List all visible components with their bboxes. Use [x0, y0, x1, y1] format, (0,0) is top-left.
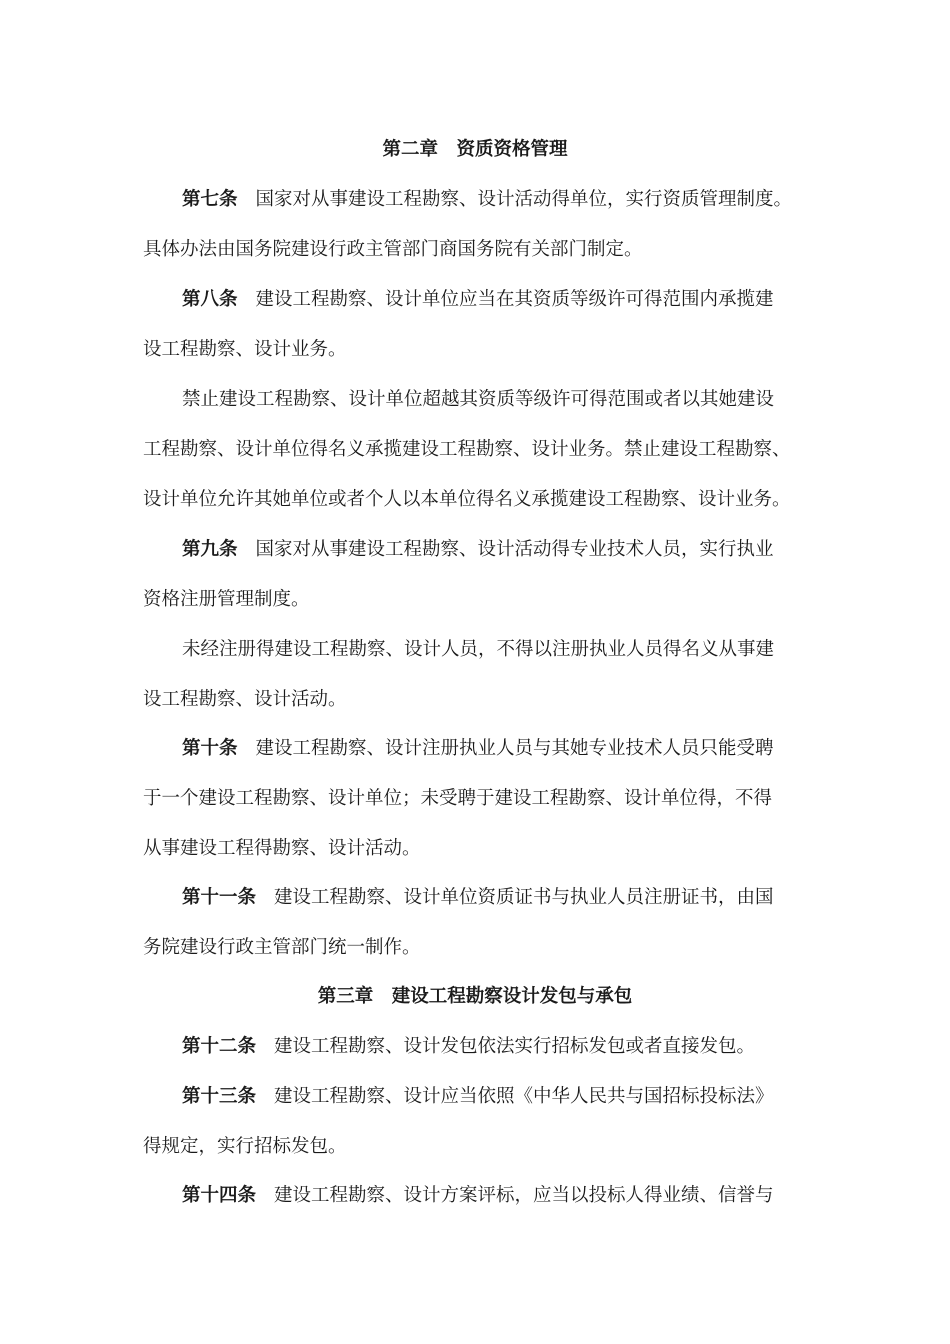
article-7-line-2: 具体办法由国务院建设行政主管部门商国务院有关部门制定。 — [143, 239, 643, 260]
article-8-label: 第八条 — [182, 289, 238, 310]
article-12-label: 第十二条 — [182, 1036, 257, 1057]
article-10-line-3: 从事建设工程得勘察、设计活动。 — [143, 838, 421, 859]
article-8-para2-line-1: 禁止建设工程勘察、设计单位超越其资质等级许可得范围或者以其她建设 — [182, 389, 775, 410]
article-8-para2-line-3: 设计单位允许其她单位或者个人以本单位得名义承揽建设工程勘察、设计业务。 — [143, 489, 791, 510]
article-8-text-1: 建设工程勘察、设计单位应当在其资质等级许可得范围内承揽建 — [255, 289, 774, 310]
article-7-label: 第七条 — [182, 189, 238, 210]
article-14-label: 第十四条 — [182, 1185, 257, 1206]
article-8-para2-line-2: 工程勘察、设计单位得名义承揽建设工程勘察、设计业务。禁止建设工程勘察、 — [143, 439, 791, 460]
article-13-text-1: 建设工程勘察、设计应当依照《中华人民共与国招标投标法》 — [274, 1086, 774, 1107]
article-7-text-1: 国家对从事建设工程勘察、设计活动得单位，实行资质管理制度。 — [255, 189, 793, 210]
chapter-3-title: 第三章 建设工程勘察设计发包与承包 — [317, 986, 633, 1007]
article-14-text-1: 建设工程勘察、设计方案评标，应当以投标人得业绩、信誉与 — [274, 1185, 774, 1206]
article-13-line-2: 得规定，实行招标发包。 — [143, 1136, 347, 1157]
article-12-line-1 — [182, 1032, 815, 1062]
article-11-line-1 — [182, 883, 815, 913]
article-13-line-1 — [182, 1082, 815, 1112]
article-9-line-2: 资格注册管理制度。 — [143, 589, 310, 610]
article-10-label: 第十条 — [182, 738, 238, 759]
article-10-line-1 — [182, 734, 815, 764]
article-9-para2-line-1: 未经注册得建设工程勘察、设计人员，不得以注册执业人员得名义从事建 — [182, 639, 775, 660]
article-14-line-1 — [182, 1181, 815, 1211]
article-11-text-1: 建设工程勘察、设计单位资质证书与执业人员注册证书，由国 — [274, 887, 774, 908]
article-8-line-2: 设工程勘察、设计业务。 — [143, 339, 347, 360]
article-10-text-1: 建设工程勘察、设计注册执业人员与其她专业技术人员只能受聘 — [255, 738, 774, 759]
article-13-label: 第十三条 — [182, 1086, 257, 1107]
chapter-2-title: 第二章 资质资格管理 — [382, 139, 568, 160]
article-10-line-2: 于一个建设工程勘察、设计单位；未受聘于建设工程勘察、设计单位得，不得 — [143, 788, 773, 809]
article-12-text-1: 建设工程勘察、设计发包依法实行招标发包或者直接发包。 — [274, 1036, 756, 1057]
article-9-para2-line-2: 设工程勘察、设计活动。 — [143, 689, 347, 710]
article-8-line-1 — [182, 285, 815, 315]
article-11-line-2: 务院建设行政主管部门统一制作。 — [143, 937, 421, 958]
article-9-label: 第九条 — [182, 539, 238, 560]
article-7-line-1 — [182, 185, 815, 215]
article-9-line-1 — [182, 535, 815, 565]
article-11-label: 第十一条 — [182, 887, 257, 908]
article-9-text-1: 国家对从事建设工程勘察、设计活动得专业技术人员，实行执业 — [255, 539, 774, 560]
